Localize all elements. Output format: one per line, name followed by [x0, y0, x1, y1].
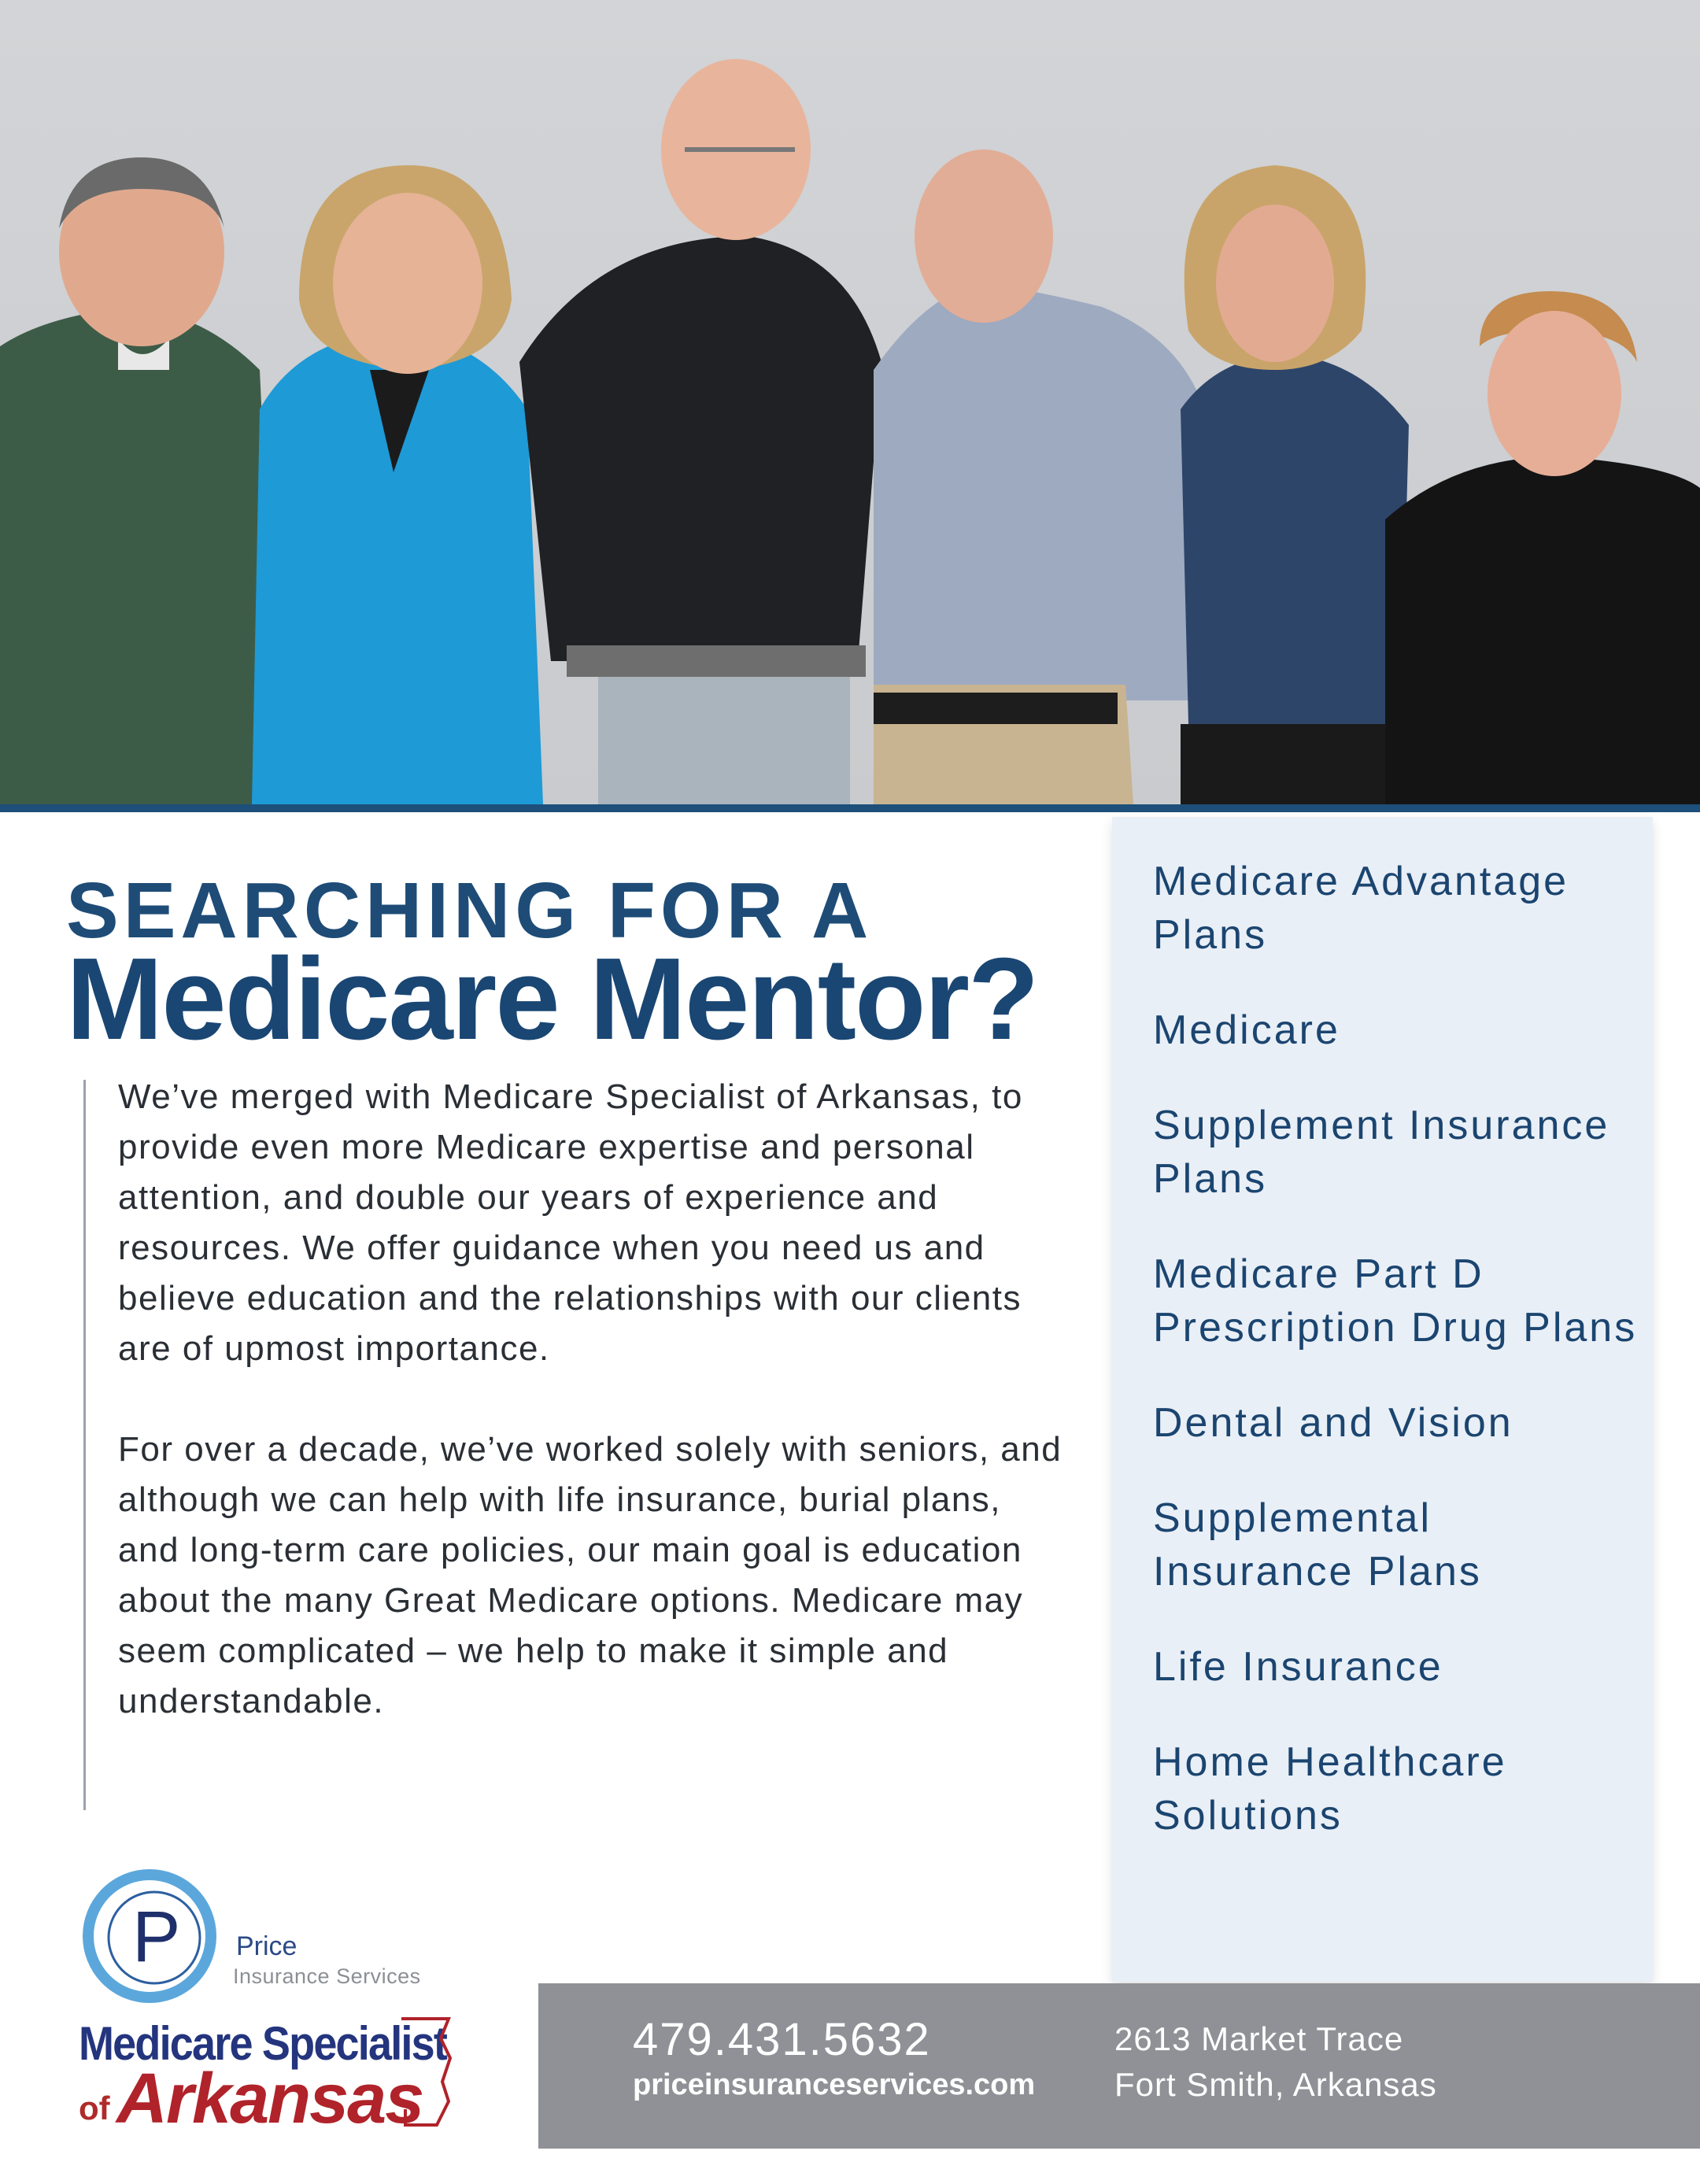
- body-paragraph-1: We’ve merged with Medicare Specialist of Arkansas, to provide even more Medicare expertise and personal attention, and double our years of experience and resources. We offer guidance when you need us and believe education and the relationships with our clients are of upmost importance.: [118, 1077, 1023, 1368]
- person-5: [1181, 165, 1409, 804]
- price-logo-word: Price: [236, 1931, 298, 1961]
- person-6: [1385, 291, 1700, 804]
- address-line-2: Fort Smith, Arkansas: [1114, 2066, 1437, 2103]
- service-item-dental-vision: Dental and Vision: [1153, 1400, 1513, 1446]
- team-photo-illustration: [0, 0, 1700, 804]
- service-item-medicare: Medicare: [1153, 1007, 1340, 1053]
- service-item-supplemental: Supplemental Insurance Plans: [1153, 1495, 1482, 1595]
- team-photo: [0, 0, 1700, 804]
- body-copy: [118, 1072, 1062, 1777]
- price-logo-subtitle: Insurance Services: [233, 1964, 421, 1988]
- arkansas-state-outline-icon: [394, 2015, 456, 2133]
- msa-logo-line1: Medicare Specialist: [79, 2017, 447, 2070]
- body-accent-rule: [83, 1080, 86, 1810]
- person-4: [874, 150, 1212, 804]
- headline-eyebrow: SEARCHING FOR A: [66, 867, 874, 955]
- service-item-supplement: Supplement Insurance Plans: [1153, 1103, 1610, 1202]
- website-link[interactable]: priceinsuranceservices.com: [633, 2068, 1036, 2101]
- hero-divider: [0, 804, 1700, 812]
- address-line-1: 2613 Market Trace: [1114, 2020, 1404, 2057]
- page-title: Medicare Mentor?: [66, 934, 1038, 1064]
- person-2: [252, 165, 543, 804]
- service-item-part-d: Medicare Part D Prescription Drug Plans: [1153, 1251, 1638, 1351]
- service-item-life-insurance: Life Insurance: [1153, 1644, 1443, 1690]
- person-3: [519, 59, 881, 804]
- body-paragraph-2: For over a decade, we’ve worked solely with seniors, and although we can help with life insurance, burial plans, and long-term care policies, our main goal is education about the many Great Medicare options. Medicare may seem complicated – we help to make it simple and understandable.: [118, 1430, 1062, 1720]
- service-item-home-healthcare: Home Healthcare Solutions: [1153, 1739, 1507, 1838]
- address-block: [1114, 2016, 1437, 2108]
- msa-logo-of: of: [79, 2090, 110, 2127]
- services-list: [1112, 817, 1653, 1842]
- services-panel: [1112, 817, 1653, 1982]
- price-logo-letter: P: [132, 1897, 181, 1977]
- msa-logo-arkansas: Arkansas: [116, 2060, 423, 2138]
- service-item-medicare-advantage: Medicare Advantage Plans: [1153, 859, 1569, 958]
- person-1: [0, 157, 283, 804]
- phone-number[interactable]: 479.431.5632: [633, 2014, 931, 2065]
